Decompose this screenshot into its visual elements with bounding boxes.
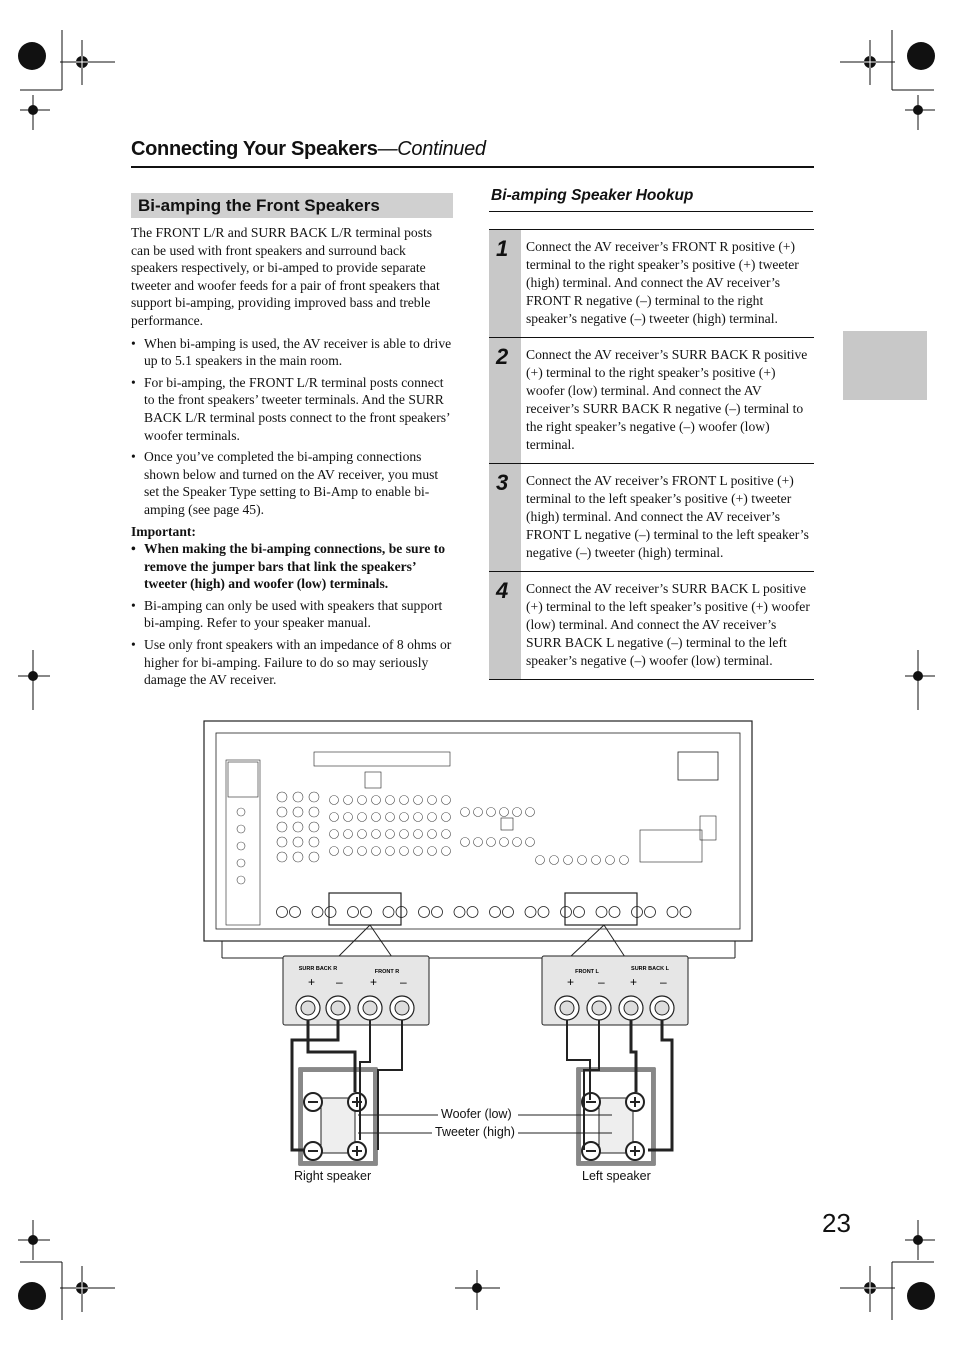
- rca-jack: [461, 838, 470, 847]
- panel-speaker-terminal: [667, 907, 678, 918]
- rca-jack: [344, 847, 353, 856]
- section-heading: Bi-amping the Front Speakers: [131, 193, 453, 218]
- minus-sign: –: [336, 975, 343, 989]
- rca-jack: [400, 813, 409, 822]
- rca-jack: [428, 830, 437, 839]
- bullet-item: • When bi-amping is used, the AV receiver is able to drive up to 5.1 speakers in the main room.: [131, 335, 454, 370]
- rca-jack: [372, 796, 381, 805]
- speaker-terminal-post: [331, 1001, 345, 1015]
- speaker-terminal-post: [363, 1001, 377, 1015]
- panel-speaker-terminal: [348, 907, 359, 918]
- rca-jack: [620, 856, 629, 865]
- rca-jack: [606, 856, 615, 865]
- important-bold-bullet: • When making the bi-amping connections, be sure to remove the jumper bars that link the speakers’ tweeter (high) and woofer (low) terminals.: [131, 540, 454, 593]
- rca-jack: [487, 808, 496, 817]
- panel-speaker-terminal: [609, 907, 620, 918]
- rca-jack: [309, 807, 319, 817]
- rca-jack: [428, 796, 437, 805]
- terminal-label: FRONT L: [575, 969, 599, 975]
- panel-speaker-terminal: [312, 907, 323, 918]
- rca-jack: [372, 847, 381, 856]
- rca-jack: [386, 796, 395, 805]
- rca-jack: [237, 859, 245, 867]
- rca-jack: [372, 813, 381, 822]
- rca-jack: [487, 838, 496, 847]
- rca-jack: [293, 822, 303, 832]
- rca-jack: [414, 847, 423, 856]
- rca-jack: [500, 838, 509, 847]
- rca-jack: [330, 796, 339, 805]
- rca-jack: [358, 830, 367, 839]
- panel-speaker-terminal: [277, 907, 288, 918]
- rca-jack: [400, 796, 409, 805]
- rca-jack: [277, 822, 287, 832]
- rca-jack: [344, 796, 353, 805]
- rca-jack: [358, 813, 367, 822]
- rca-jack: [578, 856, 587, 865]
- speaker-terminal-post: [592, 1001, 606, 1015]
- rca-jack: [330, 830, 339, 839]
- rca-jack: [309, 852, 319, 862]
- rca-jack: [293, 837, 303, 847]
- panel-speaker-terminal: [680, 907, 691, 918]
- rca-jack: [277, 807, 287, 817]
- step-text: Connect the AV receiver’s FRONT L positive (+) terminal to the left speaker’s positive (+) tweeter (high) terminal. And connect the AV receiver’s FRONT L negative (–) terminal to the left speaker’s negative (–) tweeter (high) terminal.: [526, 473, 809, 560]
- plus-sign: +: [567, 975, 575, 989]
- rca-jack: [277, 852, 287, 862]
- important-label: Important:: [131, 523, 196, 539]
- rca-jack: [442, 796, 451, 805]
- rca-jack: [293, 852, 303, 862]
- rca-jack: [513, 838, 522, 847]
- terminal-label: SURR BACK L: [631, 966, 669, 972]
- rca-jack: [293, 792, 303, 802]
- minus-sign: –: [598, 975, 605, 989]
- rca-jack: [474, 838, 483, 847]
- speaker-terminal-post: [655, 1001, 669, 1015]
- rca-jack: [414, 796, 423, 805]
- panel-speaker-terminal: [525, 907, 536, 918]
- panel-speaker-terminal: [361, 907, 372, 918]
- panel-speaker-terminal: [596, 907, 607, 918]
- step-number: 3: [489, 464, 521, 571]
- rca-jack: [358, 847, 367, 856]
- step-text: Connect the AV receiver’s FRONT R positive (+) terminal to the right speaker’s positive (+) tweeter (high) terminal. And connect the AV receiver’s FRONT R negative (–) terminal to the right speaker’s negative (–) tweeter (high) terminal.: [526, 239, 799, 326]
- rca-jack: [237, 876, 245, 884]
- rca-jack: [414, 813, 423, 822]
- rca-jack: [293, 807, 303, 817]
- terminal-label: SURR BACK R: [298, 966, 338, 972]
- panel-speaker-terminal: [561, 907, 572, 918]
- panel-speaker-terminal: [574, 907, 585, 918]
- rca-jack: [526, 808, 535, 817]
- rca-jack: [414, 830, 423, 839]
- rca-jack: [400, 830, 409, 839]
- speaker-terminal-plate: [299, 1068, 377, 1165]
- rca-jack: [461, 808, 470, 817]
- rca-jack: [309, 792, 319, 802]
- rca-jack: [564, 856, 573, 865]
- tweeter-label: Tweeter (high): [435, 1125, 515, 1139]
- speaker-terminal-post: [301, 1001, 315, 1015]
- rca-jack: [400, 847, 409, 856]
- page-number: 23: [822, 1208, 851, 1238]
- rca-jack: [372, 830, 381, 839]
- rca-jack: [592, 856, 601, 865]
- rca-jack: [344, 813, 353, 822]
- page-header-title: Connecting Your Speakers—Continued: [131, 138, 486, 160]
- right-speaker-label: Right speaker: [294, 1169, 372, 1183]
- plus-sign: +: [630, 975, 638, 989]
- rca-jack: [344, 830, 353, 839]
- jack-grid: [237, 792, 629, 884]
- rca-jack: [330, 847, 339, 856]
- speaker-wire: [378, 1020, 402, 1150]
- important-bullet: • Use only front speakers with an impedance of 8 ohms or higher for bi-amping. Failure to do so may seriously damage the AV receiver.: [131, 636, 454, 689]
- step-text: Connect the AV receiver’s SURR BACK R positive (+) terminal to the right speaker’s positive (+) woofer (low) terminal. And connect the AV receiver’s SURR BACK R negative (–) terminal to the right speaker’s negative (–) woofer (low) terminal.: [526, 347, 808, 452]
- rca-jack: [428, 847, 437, 856]
- rca-jack: [442, 830, 451, 839]
- panel-speaker-terminal: [503, 907, 514, 918]
- panel-speaker-terminal: [645, 907, 656, 918]
- step-number: 2: [489, 338, 521, 463]
- speaker-terminal-plate: [577, 1068, 655, 1165]
- plus-sign: +: [370, 975, 378, 989]
- rca-jack: [536, 856, 545, 865]
- rca-jack: [442, 813, 451, 822]
- rca-jack: [309, 837, 319, 847]
- rca-jack: [550, 856, 559, 865]
- rca-jack: [526, 838, 535, 847]
- speaker-terminal-post: [560, 1001, 574, 1015]
- speaker-terminal-post: [624, 1001, 638, 1015]
- speaker-terminal-post: [395, 1001, 409, 1015]
- rca-jack: [309, 822, 319, 832]
- rca-jack: [277, 792, 287, 802]
- rca-jack: [237, 825, 245, 833]
- panel-speaker-terminal: [490, 907, 501, 918]
- rca-jack: [513, 808, 522, 817]
- rca-jack: [428, 813, 437, 822]
- panel-speaker-terminal: [325, 907, 336, 918]
- terminal-label: FRONT R: [374, 969, 400, 975]
- woofer-label: Woofer (low): [441, 1107, 512, 1121]
- panel-speaker-terminal: [383, 907, 394, 918]
- rca-jack: [386, 847, 395, 856]
- bullet-item: • Once you’ve completed the bi-amping connections shown below and turned on the AV receiver, you must set the Speaker Type setting to Bi-Amp to enable bi-amping (see page 45).: [131, 448, 454, 518]
- panel-speaker-terminal: [538, 907, 549, 918]
- panel-speaker-terminal: [419, 907, 430, 918]
- rca-jack: [386, 830, 395, 839]
- rca-jack: [474, 808, 483, 817]
- panel-speaker-terminal: [432, 907, 443, 918]
- rca-jack: [330, 813, 339, 822]
- rca-jack: [386, 813, 395, 822]
- rca-jack: [358, 796, 367, 805]
- step-text: Connect the AV receiver’s SURR BACK L positive (+) terminal to the left speaker’s positive (+) woofer (low) terminal. And connect the AV receiver’s SURR BACK L negative (–) terminal to the left speaker’s negative (–) woofer (low) terminal.: [526, 581, 810, 668]
- panel-speaker-terminal: [290, 907, 301, 918]
- speaker-terminal-row: [277, 907, 692, 918]
- rca-jack: [442, 847, 451, 856]
- panel-speaker-terminal: [454, 907, 465, 918]
- step-number: 4: [489, 572, 521, 679]
- plus-sign: +: [308, 975, 316, 989]
- rca-jack: [237, 808, 245, 816]
- minus-sign: –: [660, 975, 667, 989]
- rca-jack: [277, 837, 287, 847]
- important-bullet: • Bi-amping can only be used with speakers that support bi-amping. Refer to your speaker manual.: [131, 597, 454, 632]
- subsection-heading: Bi-amping Speaker Hookup: [491, 187, 694, 204]
- left-speaker-label: Left speaker: [582, 1169, 651, 1183]
- bullet-item: • For bi-amping, the FRONT L/R terminal posts connect to the front speakers’ tweeter terminals. And the SURR BACK L/R terminal posts connect to the front speakers’ woofer terminals.: [131, 374, 454, 444]
- rca-jack: [500, 808, 509, 817]
- rca-jack: [237, 842, 245, 850]
- intro-paragraph: The FRONT L/R and SURR BACK L/R terminal posts can be used with front speakers and surround back speakers respectively, or bi-amped to provide separate tweeter and woofer feeds for a pair of front speakers that support bi-amping, providing improved bass and treble performance.: [131, 225, 440, 328]
- step-number: 1: [489, 230, 521, 337]
- minus-sign: –: [400, 975, 407, 989]
- panel-speaker-terminal: [467, 907, 478, 918]
